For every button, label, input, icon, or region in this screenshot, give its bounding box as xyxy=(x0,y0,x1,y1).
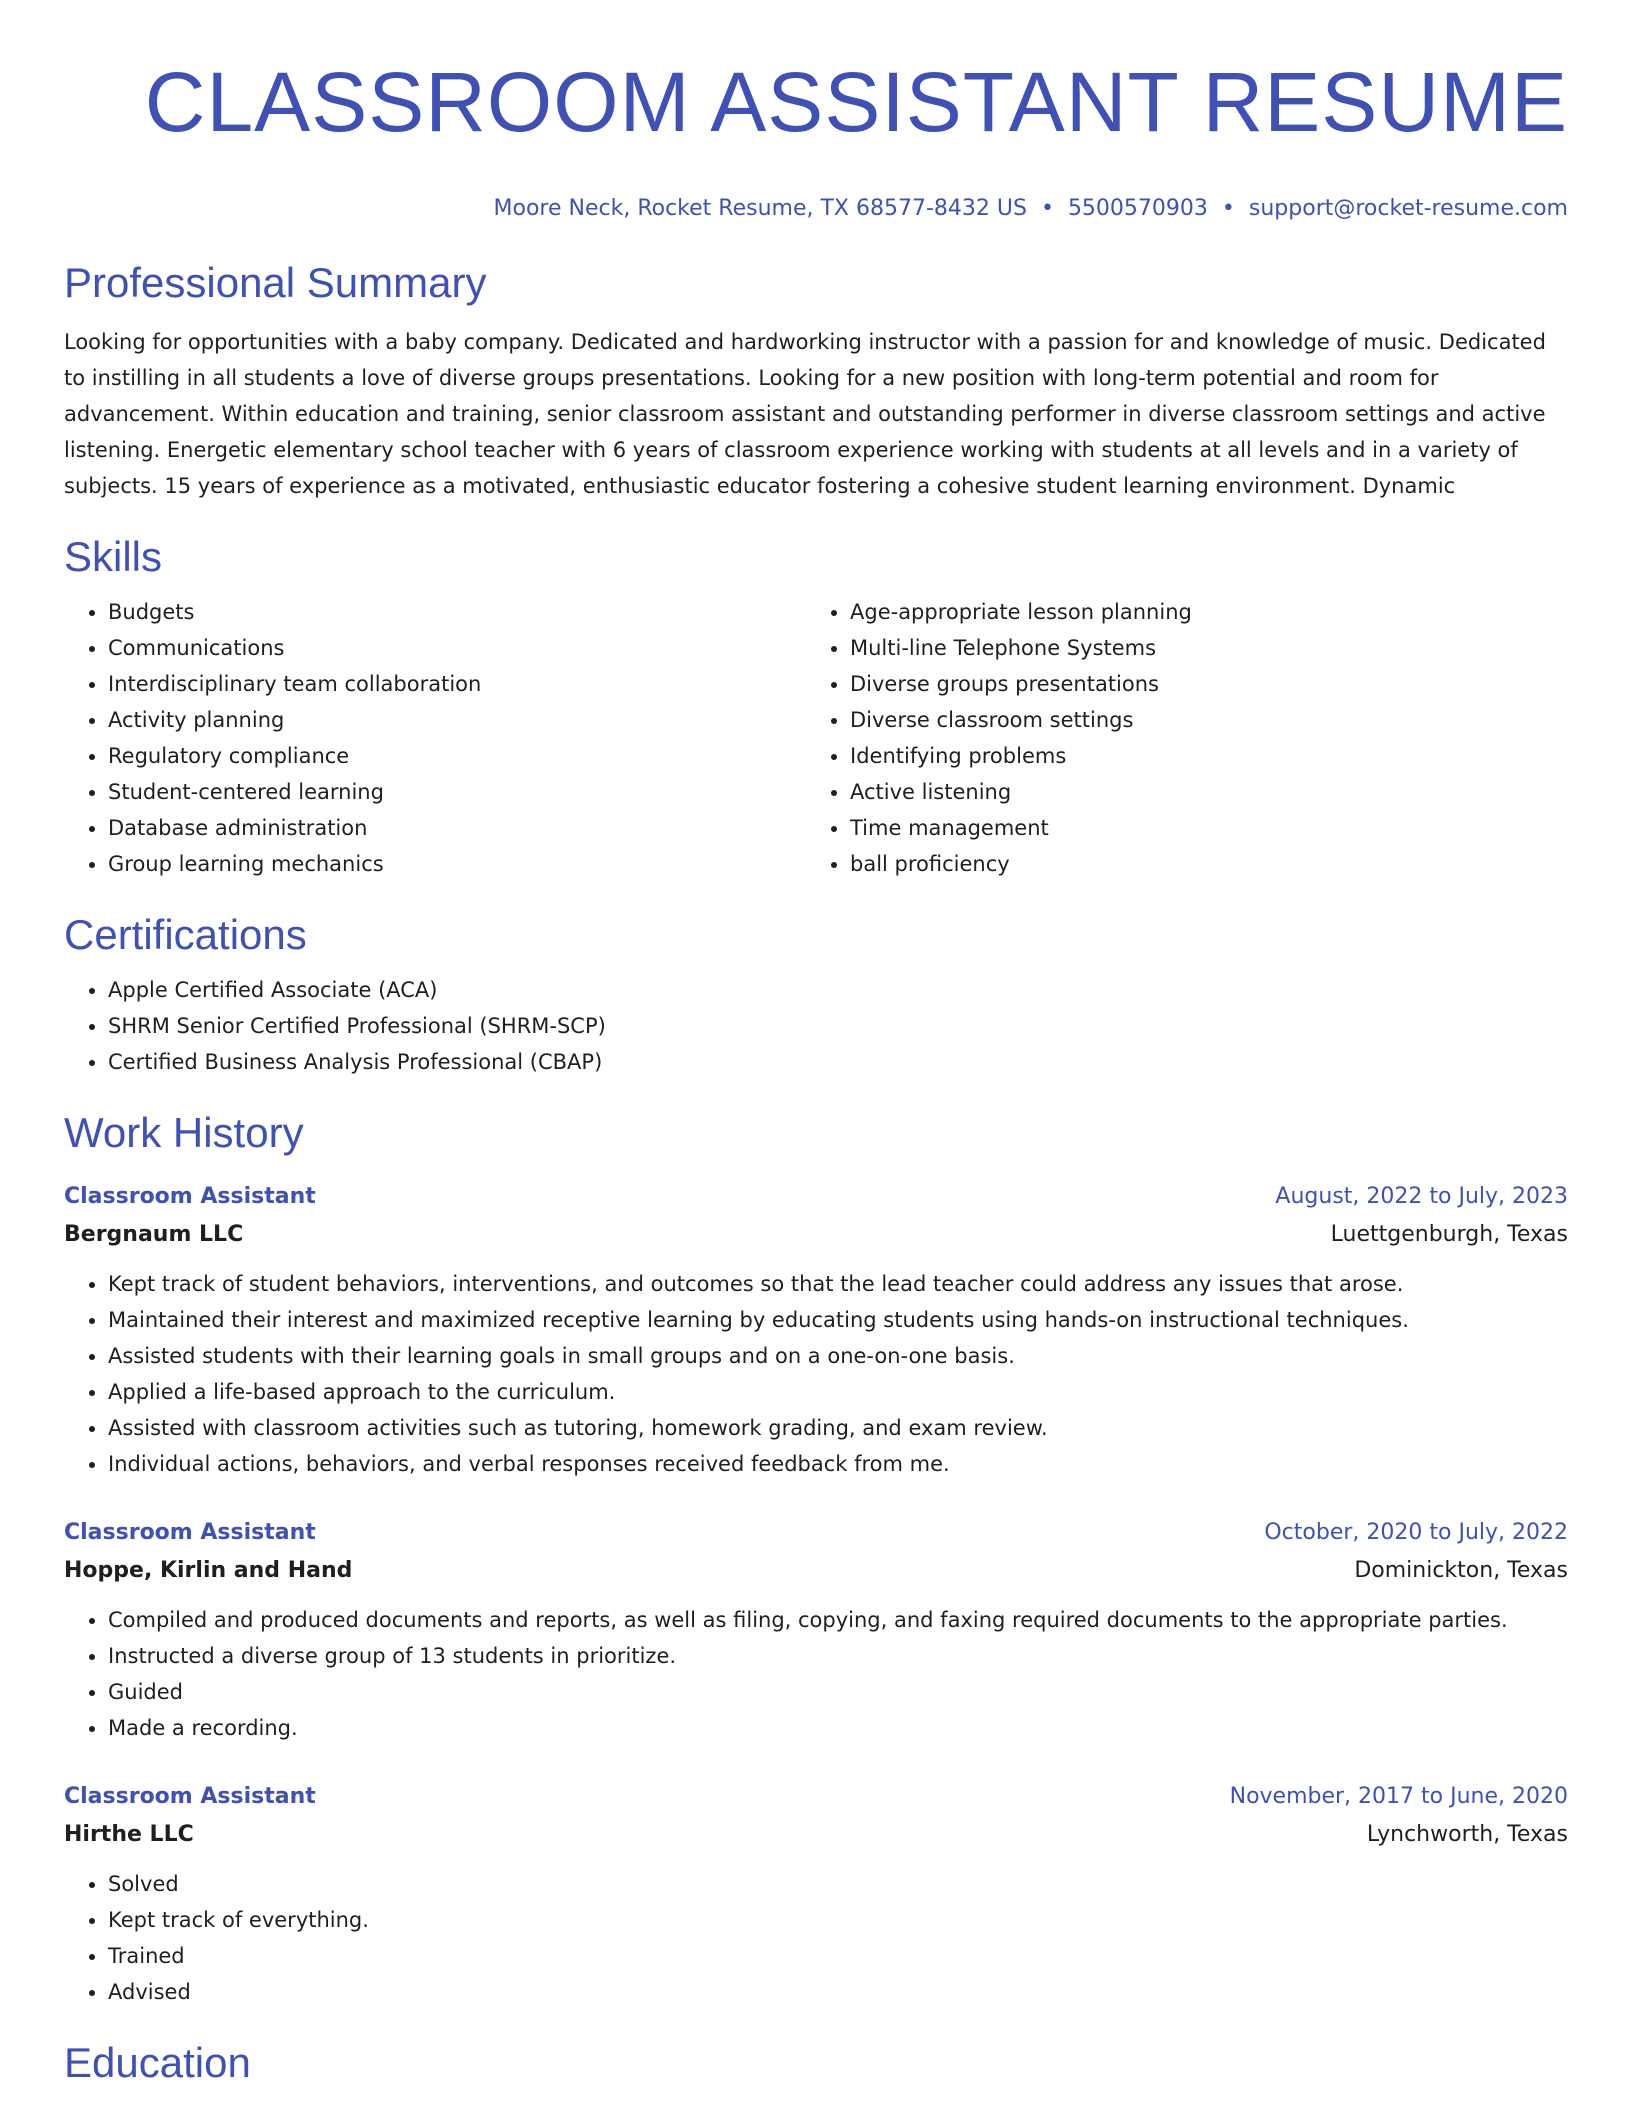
skill-item: • Regulatory compliance xyxy=(108,738,806,774)
job-location: Dominickton, Texas xyxy=(1354,1558,1568,1583)
skills-heading: Skills xyxy=(64,533,163,580)
work-history-heading: Work History xyxy=(64,1109,304,1156)
job-entry xyxy=(64,1778,1568,2010)
job-bullets xyxy=(64,1602,1568,1746)
skill-item: • Multi-line Telephone Systems xyxy=(850,630,1548,666)
certifications-list xyxy=(64,972,1568,1080)
skills-list xyxy=(64,594,1568,882)
job-bullet: • Assisted with classroom activities such as tutoring, homework grading, and exam review. xyxy=(108,1410,1568,1446)
job-title: Classroom Assistant xyxy=(64,1184,316,1209)
certifications-heading: Certifications xyxy=(64,911,307,958)
skill-item: • Diverse groups presentations xyxy=(850,666,1548,702)
summary-heading: Professional Summary xyxy=(64,259,487,306)
skill-item: • Active listening xyxy=(850,774,1548,810)
skill-item: • Identifying problems xyxy=(850,738,1548,774)
job-entry xyxy=(64,1514,1568,1746)
skills-column-right xyxy=(806,594,1548,882)
certification-item: • Certified Business Analysis Professional (CBAP) xyxy=(108,1044,1568,1080)
job-subheader xyxy=(64,1552,1568,1590)
job-bullet: • Made a recording. xyxy=(108,1710,1568,1746)
job-dates: October, 2020 to July, 2022 xyxy=(1264,1520,1568,1545)
job-dates: November, 2017 to June, 2020 xyxy=(1229,1784,1568,1809)
job-company: Hoppe, Kirlin and Hand xyxy=(64,1558,353,1583)
contact-phone: 5500570903 xyxy=(1067,196,1208,221)
job-bullet: • Compiled and produced documents and reports, as well as filing, copying, and faxing required documents to the appropriate parties. xyxy=(108,1602,1568,1638)
job-bullet: • Instructed a diverse group of 13 students in prioritize. xyxy=(108,1638,1568,1674)
job-bullets xyxy=(64,1866,1568,2010)
job-bullet: • Trained xyxy=(108,1938,1568,1974)
contact-email: support@rocket-resume.com xyxy=(1248,196,1568,221)
job-subheader xyxy=(64,1216,1568,1254)
job-header xyxy=(64,1178,1568,1216)
skill-item: • Communications xyxy=(108,630,806,666)
job-header xyxy=(64,1514,1568,1552)
job-bullets xyxy=(64,1266,1568,1482)
job-bullet: • Assisted students with their learning goals in small groups and on a one-on-one basis. xyxy=(108,1338,1568,1374)
job-title: Classroom Assistant xyxy=(64,1520,316,1545)
job-bullet: • Maintained their interest and maximized receptive learning by educating students using hands-on instructional techniques. xyxy=(108,1302,1568,1338)
job-bullet: • Kept track of student behaviors, interventions, and outcomes so that the lead teacher could address any issues that arose. xyxy=(108,1266,1568,1302)
job-company: Hirthe LLC xyxy=(64,1822,194,1847)
contact-separator: • xyxy=(1221,196,1235,221)
job-entry xyxy=(64,1178,1568,1482)
job-bullet: • Individual actions, behaviors, and verbal responses received feedback from me. xyxy=(108,1446,1568,1482)
job-title: Classroom Assistant xyxy=(64,1784,316,1809)
skill-item: • Group learning mechanics xyxy=(108,846,806,882)
skill-item: • Interdisciplinary team collaboration xyxy=(108,666,806,702)
summary-text: Looking for opportunities with a baby company. Dedicated and hardworking instructor with a passion for and knowledge of music. Dedicated to instilling in all students a love of diverse groups presentations. Looking for a new position with long-term potential and room for advancement. Within education and training, senior classroom assistant and outstanding performer in diverse classroom settings and active listening. Energetic elementary school teacher with 6 years of classroom experience working with students at all levels and in a variety of subjects. 15 years of experience as a motivated, enthusiastic educator fostering a cohesive student learning environment. Dynamic xyxy=(64,330,1546,498)
job-bullet: • Advised xyxy=(108,1974,1568,2010)
certification-item: • Apple Certified Associate (ACA) xyxy=(108,972,1568,1008)
contact-address: Moore Neck, Rocket Resume, TX 68577-8432 US xyxy=(493,196,1027,221)
skill-item: • Budgets xyxy=(108,594,806,630)
job-dates: August, 2022 to July, 2023 xyxy=(1275,1184,1568,1209)
resume-title: CLASSROOM ASSISTANT RESUME xyxy=(144,55,1568,149)
job-bullet: • Solved xyxy=(108,1866,1568,1902)
job-subheader xyxy=(64,1816,1568,1854)
job-bullet: • Applied a life-based approach to the curriculum. xyxy=(108,1374,1568,1410)
job-bullet: • Guided xyxy=(108,1674,1568,1710)
skills-column-left xyxy=(64,594,806,882)
skill-item: • Database administration xyxy=(108,810,806,846)
certification-item: • SHRM Senior Certified Professional (SHRM-SCP) xyxy=(108,1008,1568,1044)
job-header xyxy=(64,1778,1568,1816)
skill-item: • Diverse classroom settings xyxy=(850,702,1548,738)
skill-item: • Time management xyxy=(850,810,1548,846)
contact-separator: • xyxy=(1040,196,1054,221)
job-location: Lynchworth, Texas xyxy=(1366,1822,1568,1847)
education-heading: Education xyxy=(64,2039,251,2086)
job-company: Bergnaum LLC xyxy=(64,1222,244,1247)
skill-item: • Student-centered learning xyxy=(108,774,806,810)
skill-item: • ball proficiency xyxy=(850,846,1548,882)
job-bullet: • Kept track of everything. xyxy=(108,1902,1568,1938)
contact-line xyxy=(64,194,1568,224)
skill-item: • Age-appropriate lesson planning xyxy=(850,594,1548,630)
skill-item: • Activity planning xyxy=(108,702,806,738)
job-location: Luettgenburgh, Texas xyxy=(1330,1222,1568,1247)
